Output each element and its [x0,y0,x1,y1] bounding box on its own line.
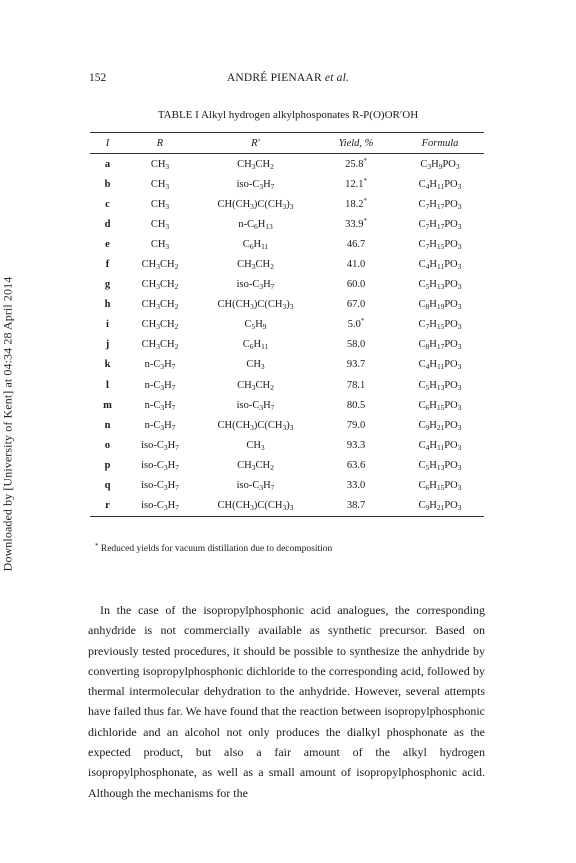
yield-cell [316,254,396,274]
yield-value: 79.0 [346,419,366,431]
row-id: l [106,379,109,391]
row-id: p [104,459,111,471]
r-group-cell: iso-$C_3H_7$ [125,496,195,517]
table-caption: TABLE I Alkyl hydrogen alkylphosponates R-P(O)OR′OH [157,109,419,121]
formula-cell: $C_9H_{21}PO_3$ [396,496,484,517]
yield-cell [316,214,396,234]
table-row [90,455,484,475]
yield-cell [316,295,396,315]
column-header-id: I [90,133,125,154]
yield-value: 58.0 [346,339,366,351]
r-prime-group-cell: $C_5H_9$ [244,319,267,332]
r-group-cell: $n-C_3H_7$ [144,379,176,392]
row-id: k [104,359,111,371]
row-id: n [104,419,111,431]
r-group-cell: $n-C_3H_7$ [144,399,176,412]
page-number: 152 [89,72,107,84]
author-suffix: et al. [324,72,350,84]
formula-cell: $C_4H_{11}PO_3$ [418,259,462,272]
r-prime-group-cell: $C_6H_{11}$ [242,339,269,352]
row-id: f [105,259,110,271]
table-footnote [95,544,332,554]
yield-value: 5.0 [347,319,361,331]
row-id: j [105,339,110,351]
r-group-cell: $CH_3$ [150,218,170,231]
yield-cell [316,496,396,517]
r-prime-group-cell: $n-C_6H_{13}$ [238,218,273,231]
table-row [90,476,484,496]
r-group-cell: $CH_3CH_2$ [141,299,179,312]
row-id: e [105,238,110,250]
r-group-cell: $n-C_3H_7$ [144,419,176,432]
row-id: r [90,496,125,517]
yield-cell [316,174,396,194]
yield-value: 63.6 [346,459,366,471]
table-row [90,234,484,254]
row-id: i [106,319,109,331]
formula-cell: $C_5H_{13}PO_3$ [418,279,462,292]
r-prime-group-cell: $CH(CH_3)C(CH_3)_3$ [195,496,316,517]
formula-cell: $C_3H_9PO_3$ [420,158,460,171]
formula-cell: $C_5H_{13}PO_3$ [418,379,462,392]
author-name: ANDRÉ PIENAAR [226,72,322,84]
r-prime-group-cell: $CH_3CH_2$ [237,158,274,171]
r-group-cell: $n-C_3H_7$ [144,359,176,372]
yield-value: 38.7 [346,500,366,512]
yield-value: 41.0 [346,259,366,271]
yield-value: 93.3 [346,439,366,451]
table-row [90,395,484,415]
r-group-cell: $CH_3$ [150,158,170,171]
formula-cell: $C_6H_{15}PO_3$ [418,480,462,493]
footnote-text: Reduced yields for vacuum distillation due to decomposition [100,544,333,554]
formula-cell: $C_4H_{11}PO_3$ [418,178,462,191]
yield-cell [316,335,396,355]
formula-cell: $C_7H_{17}PO_3$ [418,198,462,211]
row-id: b [104,178,111,190]
table-row [90,295,484,315]
formula-cell: $C_4H_{11}PO_3$ [418,439,462,452]
table-header-row [90,133,484,154]
r-group-cell: $CH_3CH_2$ [141,279,179,292]
footnote-marker: * [95,542,99,550]
r-prime-group-cell: iso-$C_3H_7$ [236,279,275,292]
yield-value: 33.0 [346,480,366,492]
table-row [90,275,484,295]
yield-cell [316,455,396,475]
yield-value: 78.1 [346,379,366,391]
row-id: h [104,299,111,311]
r-prime-group-cell: $CH_3$ [246,439,265,452]
yield-footnote-marker: * [360,317,365,326]
r-prime-group-cell: iso-$C_3H_7$ [236,480,275,493]
formula-cell: $C_5H_{13}PO_3$ [418,459,462,472]
table-row [90,496,484,517]
r-prime-group-cell: $C_6H_{11}$ [242,238,269,251]
r-prime-group-cell: $CH_3CH_2$ [237,259,274,272]
yield-value: 33.9 [345,218,364,230]
body-paragraph: In the case of the isopropylphosphonic acid analogues, the corresponding anhydride is not commercially available as synthetic precursor. Based on previously tested procedures, it should be possible to synthesize the anhydride by converting isopropylphosphonic dichloride to the corresponding acid, followed by thermal intermolecular dehydration to the anhydride. However, several attempts have failed thus far. We have found that the reaction between isopropylphosphonic dichloride and an alcohol not only produces the dialkyl phosphonate as the expected product, but also a fair amount of the alkyl hydrogen isopropylphosphonate, as well as a small amount of isopropylphosphonic acid. Although the mechanisms for the [88,603,485,800]
yield-cell [316,435,396,455]
yield-cell [316,355,396,375]
row-id: c [105,198,110,210]
r-prime-group-cell: iso-$C_3H_7$ [236,178,275,191]
yield-footnote-marker: * [363,176,367,185]
r-prime-group-cell: $CH(CH_3)C(CH_3)_3$ [217,419,294,432]
r-group-cell: $CH_3CH_2$ [141,339,179,352]
yield-cell [316,234,396,254]
formula-cell: $C_8H_{19}PO_3$ [418,299,462,312]
yield-cell [316,154,396,175]
yield-value: 67.0 [346,299,366,311]
r-prime-group-cell: $CH_3CH_2$ [237,379,274,392]
table-row [90,174,484,194]
formula-cell: $C_8H_{17}PO_3$ [418,339,462,352]
r-group-cell: $CH_3$ [150,178,170,191]
formula-cell: $C_9H_{21}PO_3$ [418,419,462,432]
table-row [90,154,484,175]
column-header-r-prime: R′ [195,133,316,154]
r-group-cell: $CH_3CH_2$ [141,259,179,272]
r-group-cell: iso-$C_3H_7$ [141,439,179,452]
table-row [90,254,484,274]
yield-value: 93.7 [346,359,366,371]
yield-footnote-marker: * [363,196,367,205]
download-notice: Downloaded by [University of Kent] at 04:34 28 April 2014 [0,276,15,572]
yield-value: 18.2 [345,198,364,210]
row-id: o [104,439,111,451]
formula-cell: $C_7H_{17}PO_3$ [418,218,462,231]
r-group-cell: $CH_3$ [150,238,170,251]
yield-cell [316,476,396,496]
running-head-author [0,72,576,84]
row-id: d [104,218,111,230]
table-row [90,375,484,395]
yield-cell [316,395,396,415]
column-header-formula: Formula [396,133,484,154]
table-row [90,355,484,375]
column-header-yield: Yield, % [316,133,396,154]
r-group-cell: $CH_3$ [150,198,170,211]
r-prime-group-cell: $CH(CH_3)C(CH_3)_3$ [217,299,294,312]
yield-value: 80.5 [346,399,366,411]
r-prime-group-cell: $CH_3CH_2$ [237,459,274,472]
yield-cell [316,375,396,395]
row-id: q [104,480,111,492]
table-row [90,194,484,214]
yield-value: 46.7 [346,238,366,250]
r-prime-group-cell: $CH_3$ [246,359,265,372]
yield-value: 12.1 [345,178,364,190]
yield-cell [316,415,396,435]
yield-cell [316,315,396,335]
r-prime-group-cell: $CH(CH_3)C(CH_3)_3$ [217,198,294,211]
table-row [90,335,484,355]
yield-footnote-marker: * [363,156,367,165]
r-group-cell: $CH_3CH_2$ [141,319,179,332]
r-prime-group-cell: iso-$C_3H_7$ [236,399,275,412]
column-header-r: R [125,133,195,154]
running-head [0,72,576,88]
formula-cell: $C_7H_{15}PO_3$ [418,238,462,251]
phosphonate-table [90,132,484,517]
formula-cell: $C_4H_{11}PO_3$ [418,359,462,372]
r-group-cell: iso-$C_3H_7$ [141,480,179,493]
formula-cell: $C_6H_{15}PO_3$ [418,399,462,412]
row-id: a [104,158,111,170]
table-body [90,154,484,517]
table-row [90,315,484,335]
row-id: g [104,279,111,291]
table-row [90,435,484,455]
table-row [90,415,484,435]
row-id: m [103,399,112,411]
yield-value: 25.8 [345,158,364,170]
table-row [90,214,484,234]
yield-footnote-marker: * [363,216,367,225]
yield-cell [316,194,396,214]
yield-value: 60.0 [346,279,366,291]
r-group-cell: iso-$C_3H_7$ [141,459,179,472]
formula-cell: $C_7H_{15}PO_3$ [418,319,462,332]
yield-cell [316,275,396,295]
